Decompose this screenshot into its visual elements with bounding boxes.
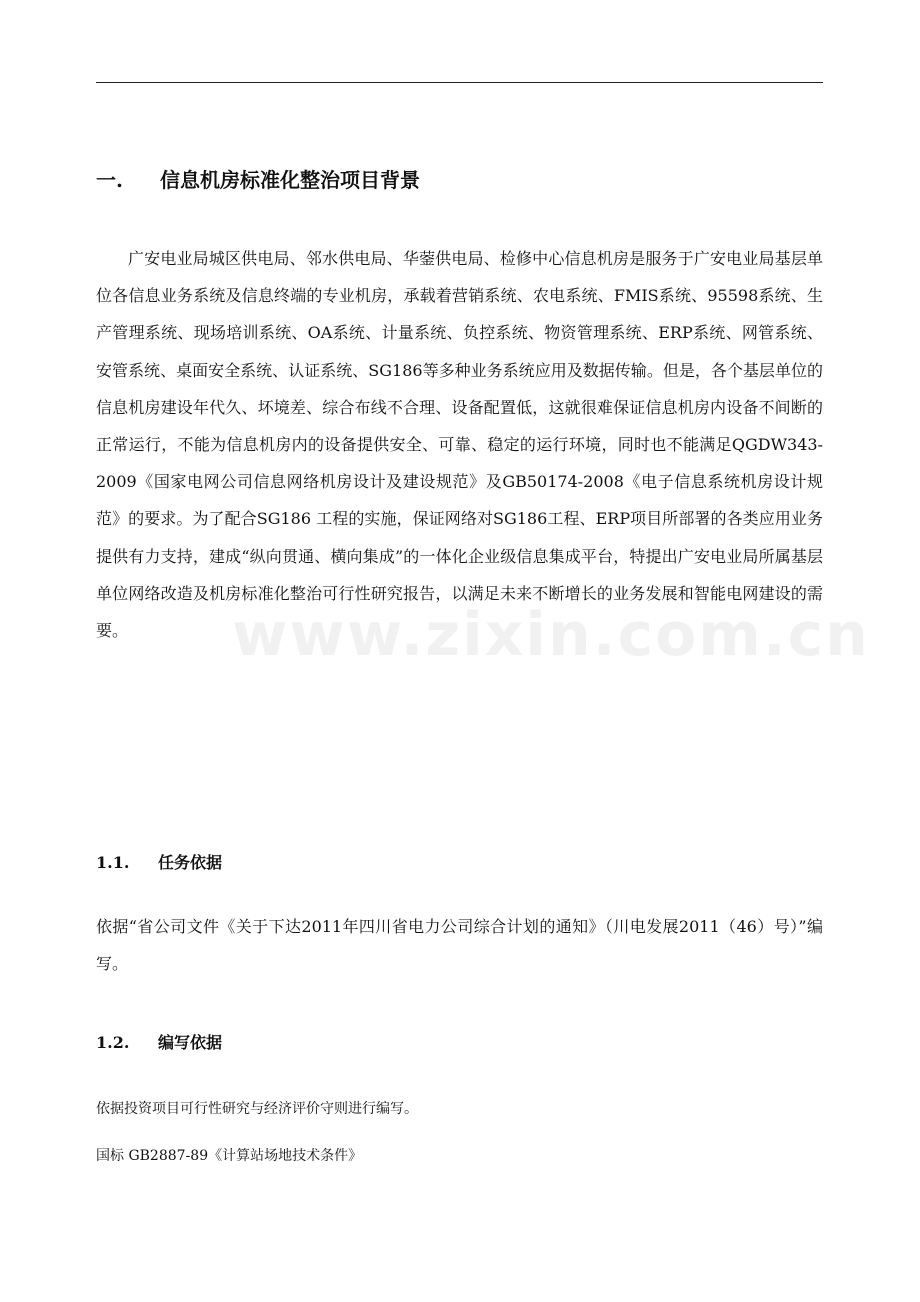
writing-basis-line-1: 依据投资项目可行性研究与经济评价守则进行编写。 xyxy=(96,1101,418,1117)
task-basis-text: 依据“省公司文件《关于下达2011年四川省电力公司综合计划的通知》（川电发展2011（46）号）”编写。 xyxy=(96,917,823,973)
header-rule xyxy=(96,82,823,83)
subsection-title-1-2: 编写依据 xyxy=(158,1033,223,1052)
subsection-number-1-2: 1.2. xyxy=(96,1033,130,1052)
subsection-heading-1-1 xyxy=(96,848,823,878)
subsection-number-1-1: 1.1. xyxy=(96,853,130,872)
section-heading xyxy=(96,163,823,197)
subsection-heading-1-2 xyxy=(96,1028,823,1058)
section-number: 一. xyxy=(96,168,123,192)
section-title: 信息机房标准化整治项目背景 xyxy=(160,168,420,192)
watermark: www.zixin.com.cn xyxy=(232,600,870,670)
background-paragraph: 广安电业局城区供电局、邻水供电局、华蓥供电局、检修中心信息机房是服务于广安电业局基层单位各信息业务系统及信息终端的专业机房，承载着营销系统、农电系统、FMIS系统、95598系统、生产管理系统、现场培训系统、OA系统、计量系统、负控系统、物资管理系统、ERP系统、网管系统、安管系统、桌面安全系统、认证系统、SG186等多种业务系统应用及数据传输。但是，各个基层单位的信息机房建设年代久、坏境差、综合布线不合理、设备配置低，这就很难保证信息机房内设备不间断的正常运行，不能为信息机房内的设备提供安全、可靠、稳定的运行环境，同时也不能满足QGDW343-2009《国家电网公司信息网络机房设计及建设规范》及GB50174-2008《电子信息系统机房设计规范》的要求。为了配合SG186 工程的实施，保证网络对SG186工程、ERP项目所部署的各类应用业务提供有力支持，建成“纵向贯通、横向集成”的一体化企业级信息集成平台，特提出广安电业局所属基层单位网络改造及机房标准化整治可行性研究报告，以满足未来不断增长的业务发展和智能电网建设的需要。 xyxy=(96,249,823,641)
subsection-title-1-1: 任务依据 xyxy=(158,853,223,872)
writing-basis-line-2: 国标 GB2887-89《计算站场地技术条件》 xyxy=(96,1148,363,1164)
